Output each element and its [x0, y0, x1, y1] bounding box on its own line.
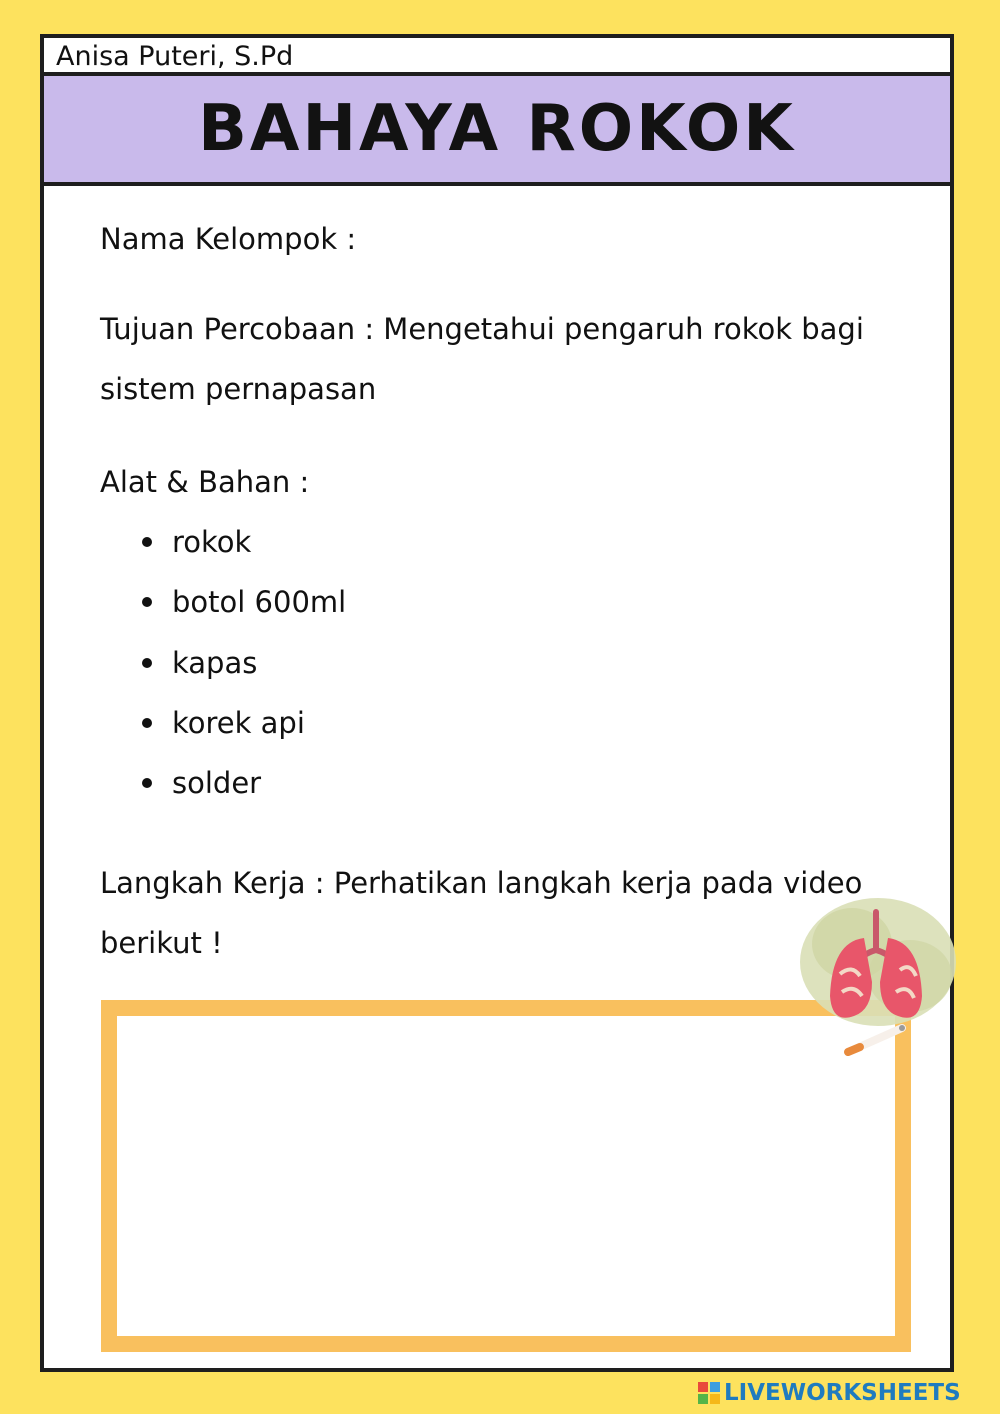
list-item: rokok	[142, 525, 251, 559]
group-name-label: Nama Kelompok :	[100, 222, 357, 256]
bullet-icon	[142, 597, 152, 607]
bullet-icon	[142, 778, 152, 788]
steps-line-1: Langkah Kerja : Perhatikan langkah kerja pada video	[100, 866, 863, 900]
objective-line-2: sistem pernapasan	[100, 372, 377, 406]
logo-icon	[698, 1382, 720, 1404]
bullet-icon	[142, 537, 152, 547]
list-item: solder	[142, 766, 261, 800]
bullet-icon	[142, 658, 152, 668]
title-banner	[44, 76, 950, 186]
list-item: botol 600ml	[142, 585, 346, 619]
materials-label: Alat & Bahan :	[100, 465, 310, 499]
objective-line-1: Tujuan Percobaan : Mengetahui pengaruh rokok bagi	[100, 312, 864, 346]
worksheet-page	[40, 34, 954, 1372]
lungs-smoke-icon	[792, 884, 962, 1074]
list-item: korek api	[142, 706, 305, 740]
list-item: kapas	[142, 646, 257, 680]
bullet-icon	[142, 718, 152, 728]
liveworksheets-logo[interactable]	[698, 1378, 961, 1408]
page-title: BAHAYA ROKOK	[198, 92, 796, 166]
steps-line-2: berikut !	[100, 926, 223, 960]
video-placeholder[interactable]	[101, 1000, 911, 1352]
author-name: Anisa Puteri, S.Pd	[44, 38, 950, 76]
brand-name: LIVEWORKSHEETS	[724, 1380, 961, 1406]
